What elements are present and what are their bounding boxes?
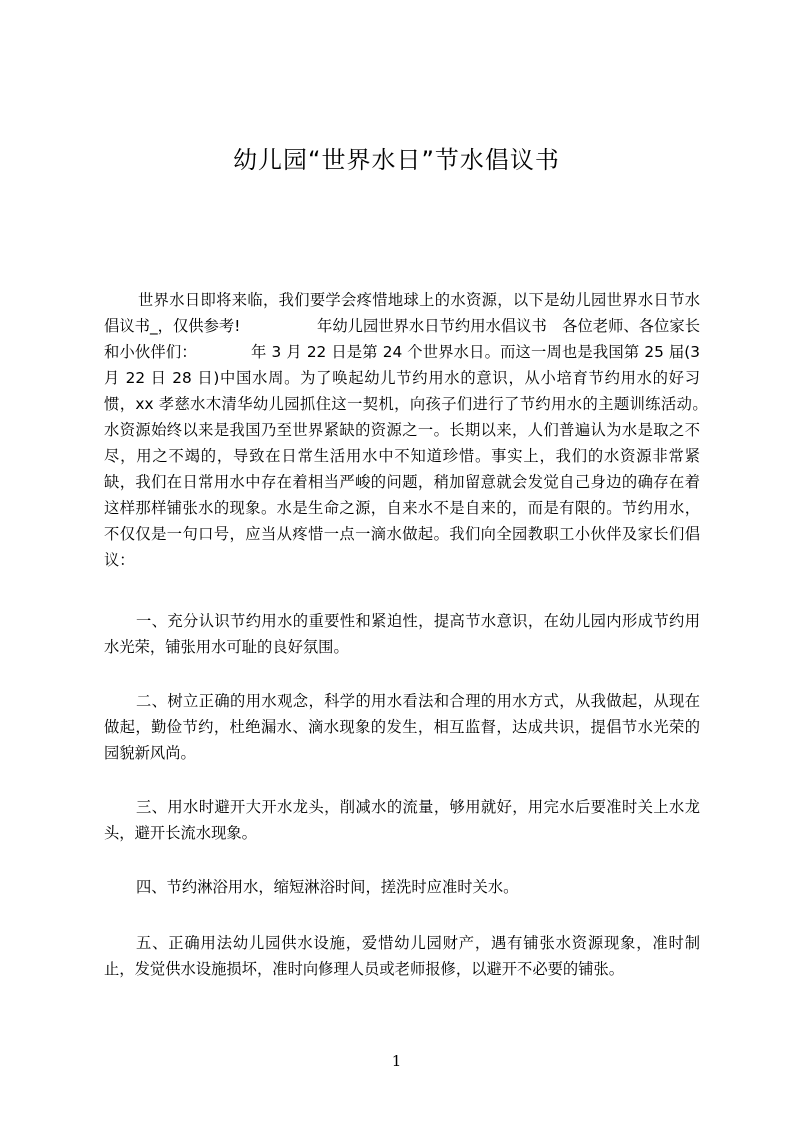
proposal-item-2: 二、树立正确的用水观念，科学的用水看法和合理的用水方式，从我做起，从现在做起，勤俭节约，杜绝漏水、滴水现象的发生，相互监督，达成共识，提倡节水光荣的园貌新风尚。 — [104, 692, 700, 762]
proposal-item-5: 五、正确用法幼儿园供水设施，爱惜幼儿园财产，遇有铺张水资源现象，准时制止，发觉供水设施损坏，准时向修理人员或老师报修，以避开不必要的铺张。 — [104, 934, 700, 978]
page-number: 1 — [391, 1052, 402, 1070]
proposal-item-4: 四、节约淋浴用水，缩短淋浴时间，搓洗时应准时关水。 — [136, 878, 519, 896]
proposal-item-3: 三、用水时避开大开水龙头，削减水的流量，够用就好，用完水后要准时关上水龙头，避开长流水现象。 — [104, 798, 700, 842]
intro-paragraph: 世界水日即将来临，我们要学会疼惜地球上的水资源，以下是幼儿园世界水日节水倡议书_，仅供参考! 年幼儿园世界水日节约用水倡议书 各位老师、各位家长和小伙伴们： 年 3 月 22 日是第 24 个世界水日。而这一周也是我国第 25 届(3 月 22 日 28 日)中国水周。为了唤起幼儿节约用水的意识，从小培育节约用水的好习惯，xx 孝慈水木清华幼儿园抓住这一契机，向孩子们进行了节约用水的主题训练活动。 水资源始终以来是我国乃至世界紧缺的资源之一。长期以来，人们普遍认为水是取之不尽，用之不竭的，导致在日常生活用水中不知道珍惜。事实上，我们的水资源非常紧缺，我们在日常用水中存在着相当严峻的问题，稍加留意就会发觉自己身边的确存在着这样那样铺张水的现象。水是生命之源，自来水不是自来的，而是有限的。节约用水，不仅仅是一句口号，应当从疼惜一点一滴水做起。我们向全园教职工小伙伴及家长们倡议： — [104, 291, 716, 569]
proposal-item-1: 一、充分认识节约用水的重要性和紧迫性，提高节水意识，在幼儿园内形成节约用水光荣，铺张用水可耻的良好氛围。 — [104, 612, 700, 656]
document-title: 幼儿园“世界水日”节水倡议书 — [233, 146, 560, 174]
